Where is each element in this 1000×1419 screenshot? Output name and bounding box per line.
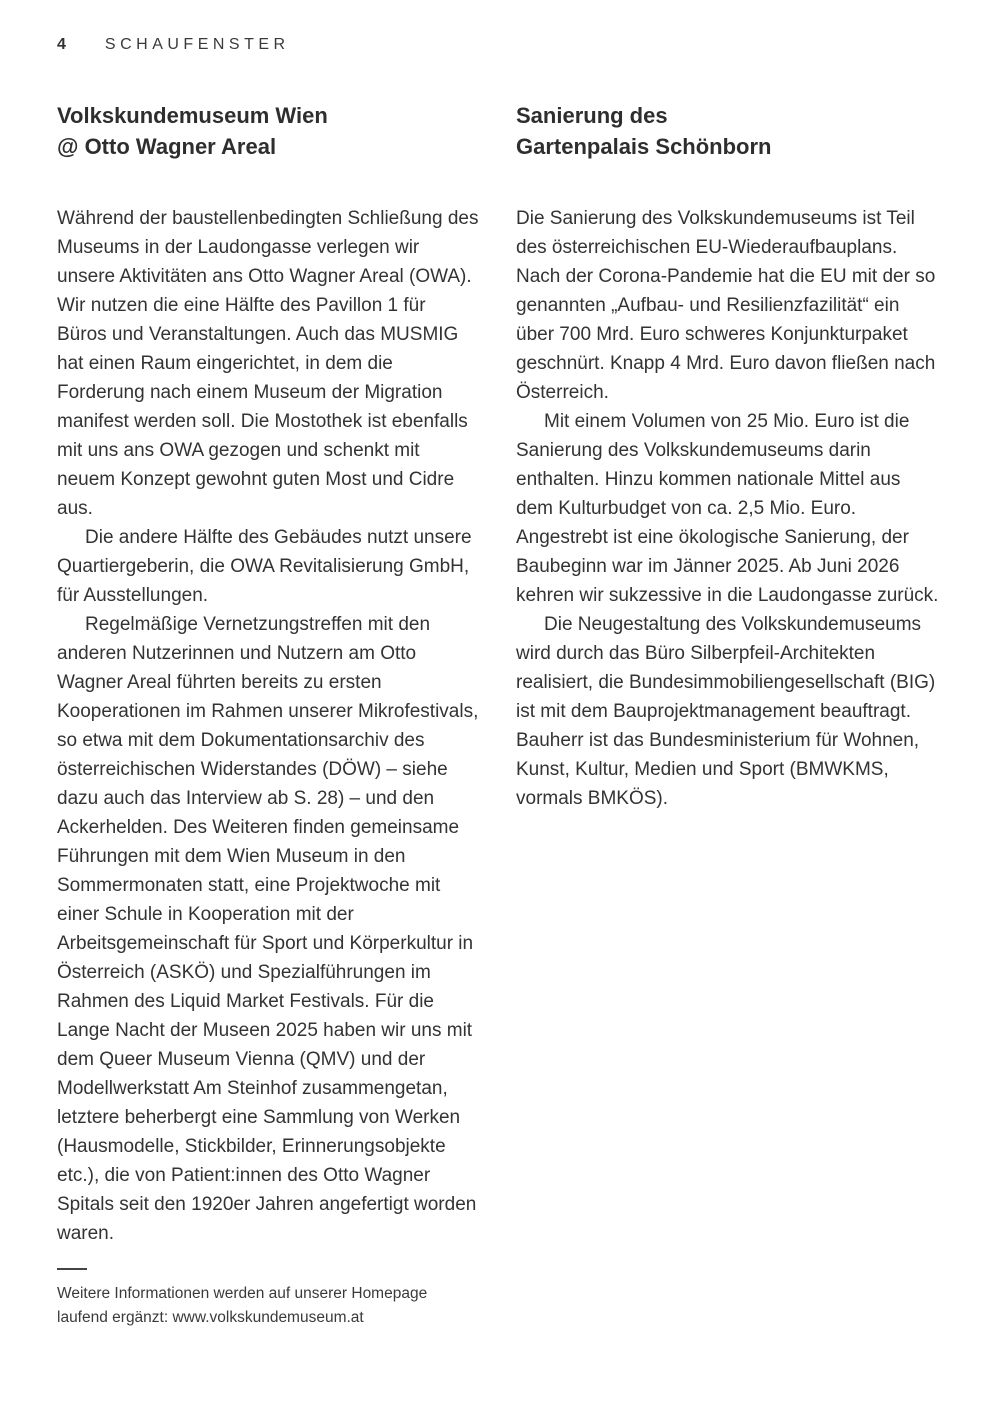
page-number: 4 — [57, 36, 67, 53]
right-article-title — [516, 100, 939, 162]
footnote-text: Weitere Informationen werden auf unserer Homepage laufend ergänzt: — [57, 1285, 428, 1326]
left-article-title-line-1: Volkskundemuseum Wien — [57, 103, 328, 128]
footnote-block — [57, 1268, 449, 1330]
left-article-title — [57, 100, 480, 162]
paragraph: Regelmäßige Vernetzungstreffen mit den anderen Nutzerinnen und Nutzern am Otto Wagner Areal führten bereits zu ersten Kooperationen im Rahmen unserer Mikrofestivals, so etwa mit dem Dokumentationsarchiv des österreichischen Widerstandes (DÖW) – siehe dazu auch das Interview ab S. 28) – und den Ackerhelden. Des Weiteren finden gemeinsame Führungen mit dem Wien Museum in den Sommermonaten statt, eine Projektwoche mit einer Schule in Kooperation mit der Arbeitsgemeinschaft für Sport und Körperkultur in Österreich (ASKÖ) und Spezialführungen im Rahmen des Liquid Market Festivals. Für die Lange Nacht der Museen 2025 haben wir uns mit dem Queer Museum Vienna (QMV) und der Modellwerkstatt Am Steinhof zusammengetan, letztere beherbergt eine Sammlung von Werken (Hausmodelle, Stickbilder, Erinnerungsobjekte etc.), die von Patient:innen des Otto Wagner Spitals seit den 1920er Jahren angefertigt worden waren. — [57, 614, 479, 1244]
homepage-url: www.volkskundemuseum.at — [172, 1309, 364, 1326]
right-article-title-line-1: Sanierung des — [516, 103, 668, 128]
paragraph: Die andere Hälfte des Gebäudes nutzt unsere Quartiergeberin, die OWA Revitalisierung GmbH, für Ausstellungen. — [57, 527, 472, 606]
section-title: SCHAUFENSTER — [104, 36, 290, 53]
paragraph: Die Neugestaltung des Volkskundemuseums wird durch das Büro Silberpfeil-Architekten realisiert, die Bundesimmobiliengesellschaft (BIG) ist mit dem Bauprojektmanagement beauftragt. Bauherr ist das Bundesministerium für Wohnen, Kunst, Kultur, Medien und Sport (BMWKMS, vormals BMKÖS). — [516, 614, 936, 809]
paragraph: Mit einem Volumen von 25 Mio. Euro ist die Sanierung des Volkskundemuseums darin enthalten. Hinzu kommen nationale Mittel aus dem Kulturbudget von ca. 2,5 Mio. Euro. Angestrebt ist eine ökologische Sanierung, der Baubeginn war im Jänner 2025. Ab Juni 2026 kehren wir sukzessive in die Laudongasse zurück. — [516, 411, 939, 606]
left-article-title-line-2: @ Otto Wagner Areal — [57, 134, 277, 159]
footnote — [57, 1282, 449, 1330]
paragraph: Die Sanierung des Volkskundemuseums ist Teil des österreichischen EU-Wiederaufbauplans. Nach der Corona-Pandemie hat die EU mit der so genannten „Aufbau- und Resilienzfazilität“ ein über 700 Mrd. Euro schweres Konjunkturpaket geschnürt. Knapp 4 Mrd. Euro davon fließen nach Österreich. — [516, 208, 936, 403]
right-article-body — [516, 204, 939, 813]
paragraph: Während der baustellenbedingten Schließung des Museums in der Laudongasse verlegen wir unsere Aktivitäten ans Otto Wagner Areal (OWA). Wir nutzen die eine Hälfte des Pavillon 1 für Büros und Veranstaltungen. Auch das MUSMIG hat einen Raum eingerichtet, in dem die Forderung nach einem Museum der Migration manifest werden soll. Die Mostothek ist ebenfalls mit uns ans OWA gezogen und schenkt mit neuem Konzept gewohnt guten Most und Cidre aus. — [57, 208, 479, 519]
left-article-body — [57, 204, 480, 1248]
left-article — [57, 100, 480, 1330]
page-header — [57, 36, 940, 54]
right-article-title-line-2: Gartenpalais Schönborn — [516, 134, 772, 159]
footnote-divider — [57, 1268, 87, 1270]
two-column-layout — [57, 100, 940, 1330]
right-article — [516, 100, 939, 1330]
